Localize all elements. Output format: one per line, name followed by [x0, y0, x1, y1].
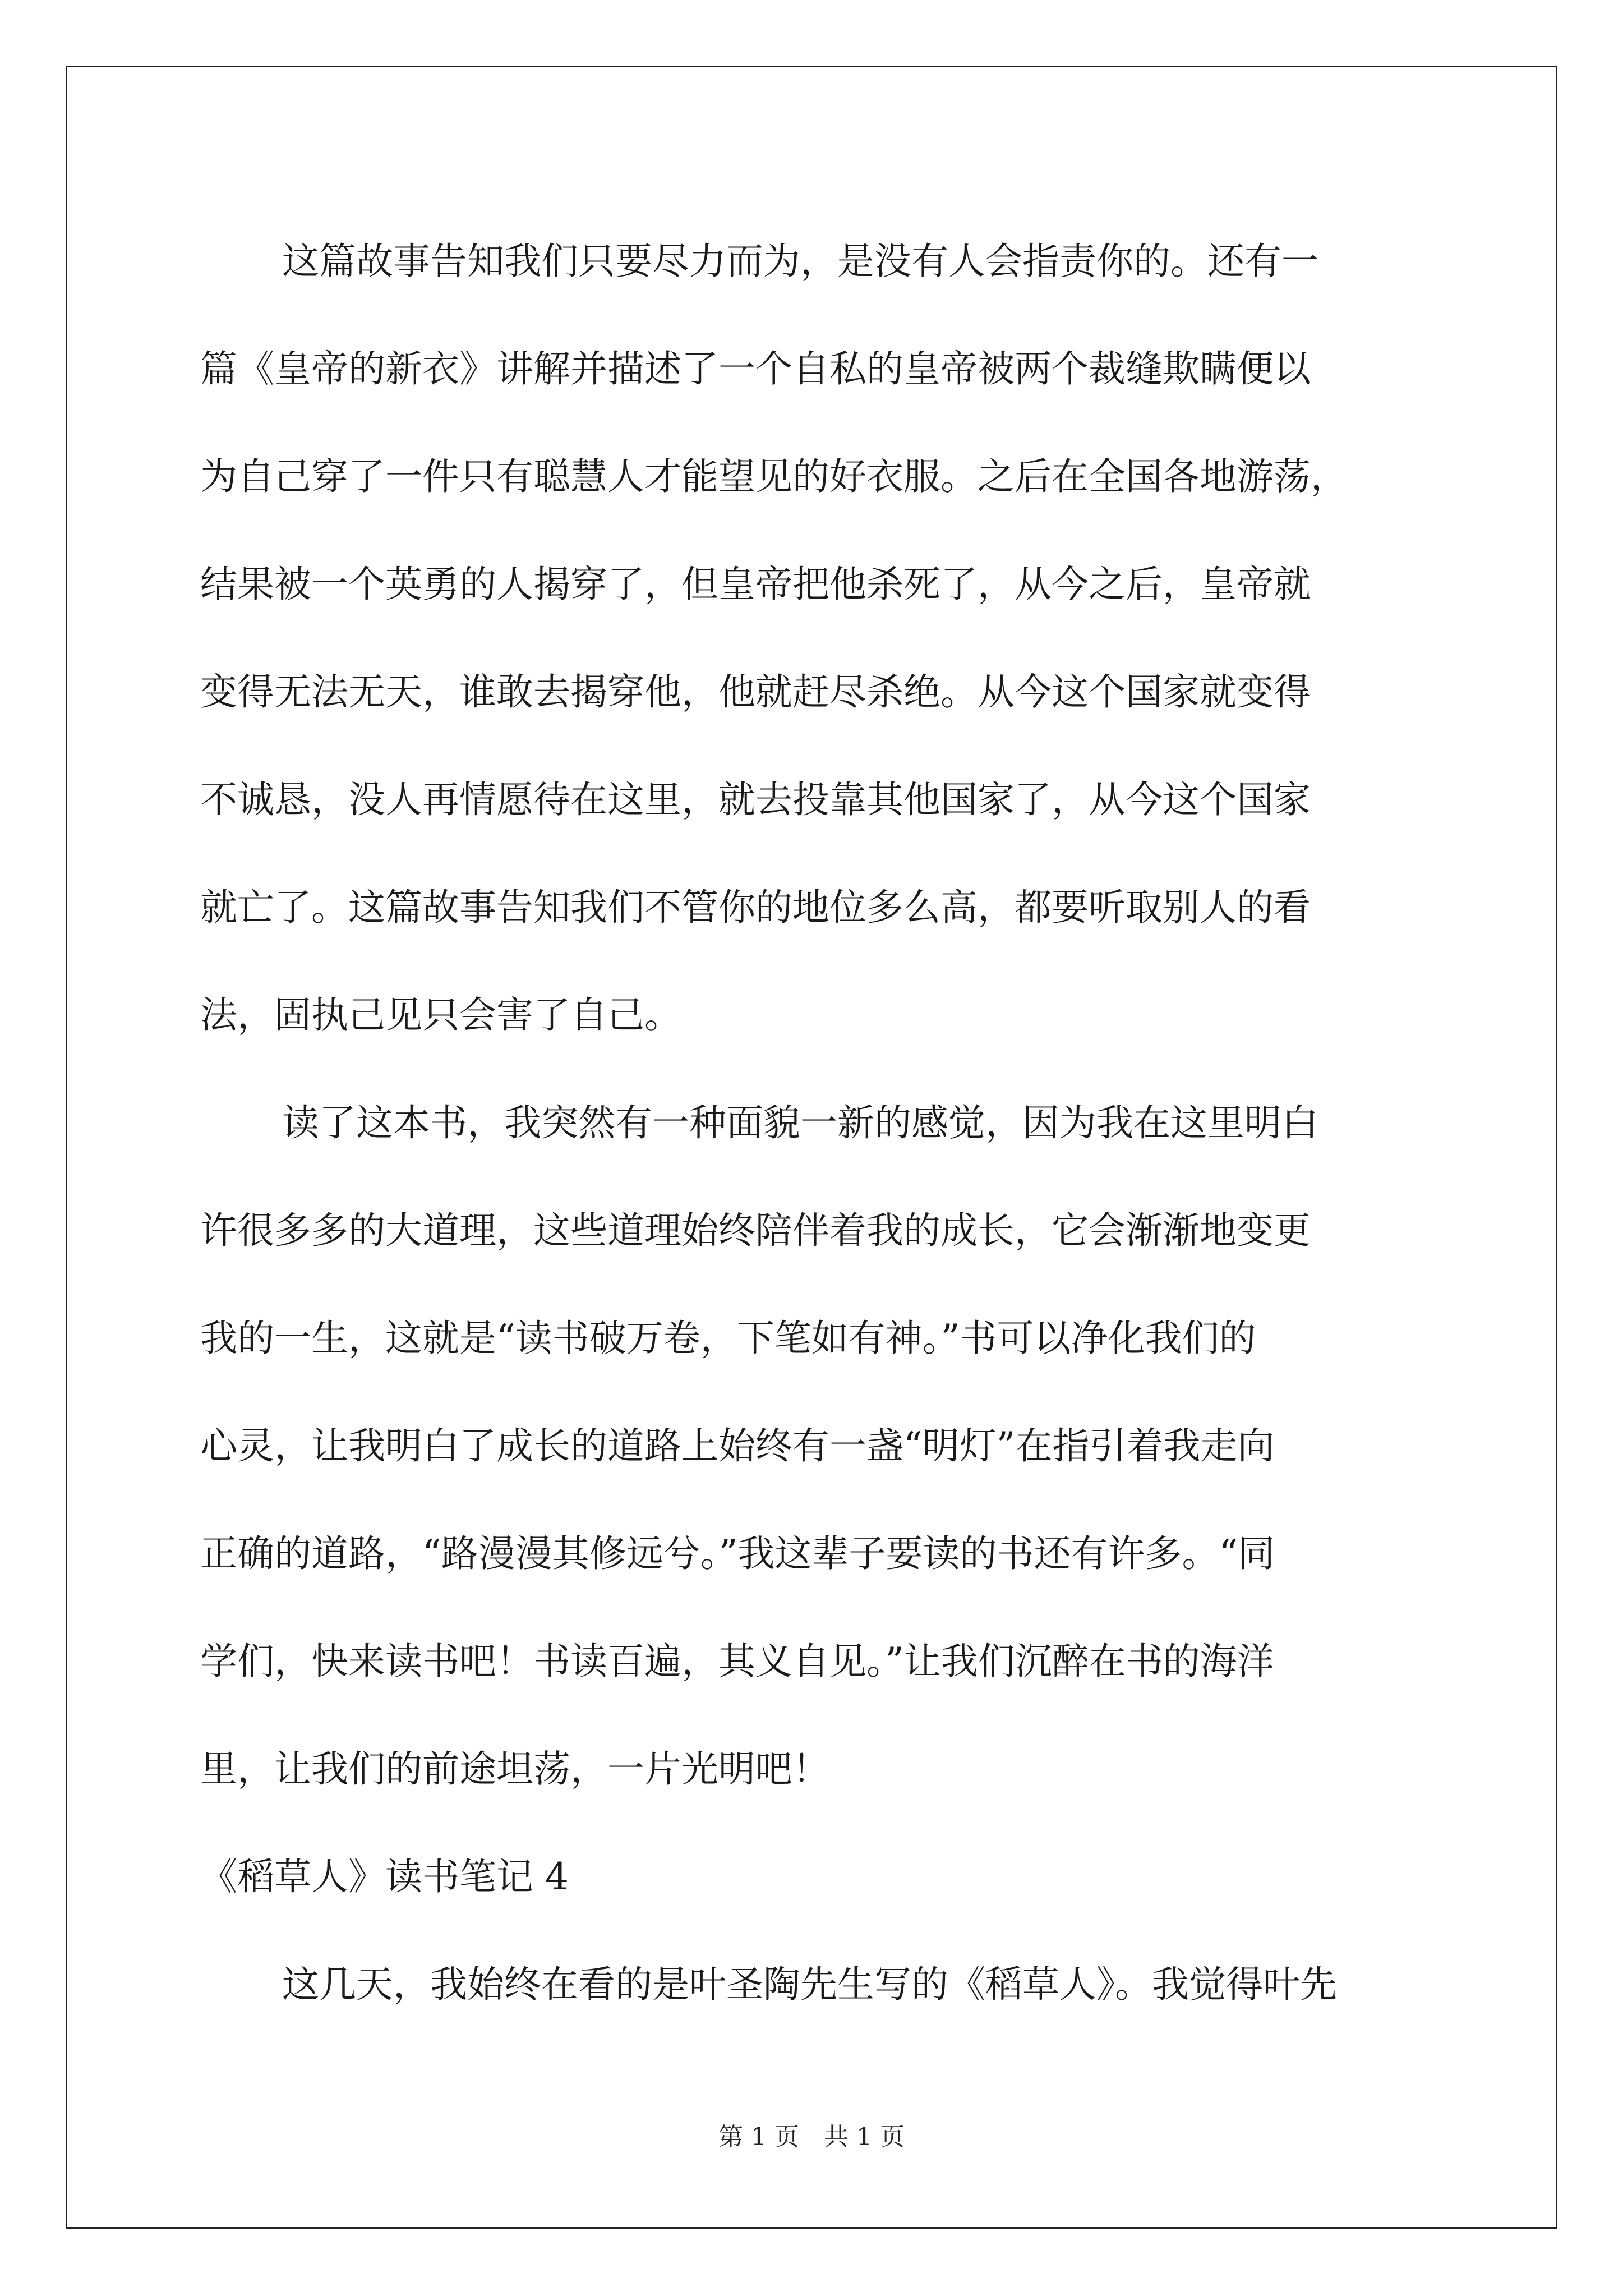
paragraph-2-line-4: 心灵，让我明白了成长的道路上始终有一盏“明灯”在指引着我走向 — [200, 1424, 1275, 1467]
document-body — [200, 208, 1445, 2039]
paragraph-1-line-8: 法，固执己见只会害了自己。 — [200, 993, 681, 1037]
paragraph-2-line-3: 我的一生，这就是“读书破万卷，下笔如有神。”书可以净化我们的 — [200, 1317, 1256, 1360]
paragraph-2-line-5: 正确的道路，“路漫漫其修远兮。”我这辈子要读的书还有许多。“同 — [200, 1532, 1275, 1575]
paragraph-2-line-1: 读了这本书，我突然有一种面貌一新的感觉，因为我在这里明白 — [282, 1101, 1318, 1144]
paragraph-2-line-7: 里，让我们的前途坦荡，一片光明吧！ — [200, 1747, 829, 1791]
paragraph-1-line-3: 为自己穿了一件只有聪慧人才能望见的好衣服。之后在全国各地游荡， — [200, 455, 1348, 498]
paragraph-3-line-1: 这几天，我始终在看的是叶圣陶先生写的《稻草人》。我觉得叶先 — [282, 1963, 1337, 2006]
page-footer: 第 1 页 共 1 页 — [718, 2123, 905, 2151]
paragraph-1-line-6: 不诚恳，没人再情愿待在这里，就去投靠其他国家了，从今这个国家 — [200, 778, 1311, 821]
paragraph-1-line-1: 这篇故事告知我们只要尽力而为，是没有人会指责你的。还有一 — [282, 240, 1318, 283]
section-title: 《稻草人》读书笔记 4 — [200, 1855, 569, 1898]
paragraph-1-line-7: 就亡了。这篇故事告知我们不管你的地位多么高，都要听取别人的看 — [200, 886, 1311, 929]
paragraph-1-line-4: 结果被一个英勇的人揭穿了，但皇帝把他杀死了，从今之后，皇帝就 — [200, 563, 1311, 606]
paragraph-1-line-2: 篇《皇帝的新衣》讲解并描述了一个自私的皇帝被两个裁缝欺瞒便以 — [200, 347, 1311, 390]
paragraph-1-line-5: 变得无法无天，谁敢去揭穿他，他就赶尽杀绝。从今这个国家就变得 — [200, 670, 1311, 714]
paragraph-2-line-2: 许很多多的大道理，这些道理始终陪伴着我的成长，它会渐渐地变更 — [200, 1209, 1311, 1252]
paragraph-2-line-6: 学们，快来读书吧！书读百遍，其义自见。”让我们沉醉在书的海洋 — [200, 1640, 1274, 1683]
